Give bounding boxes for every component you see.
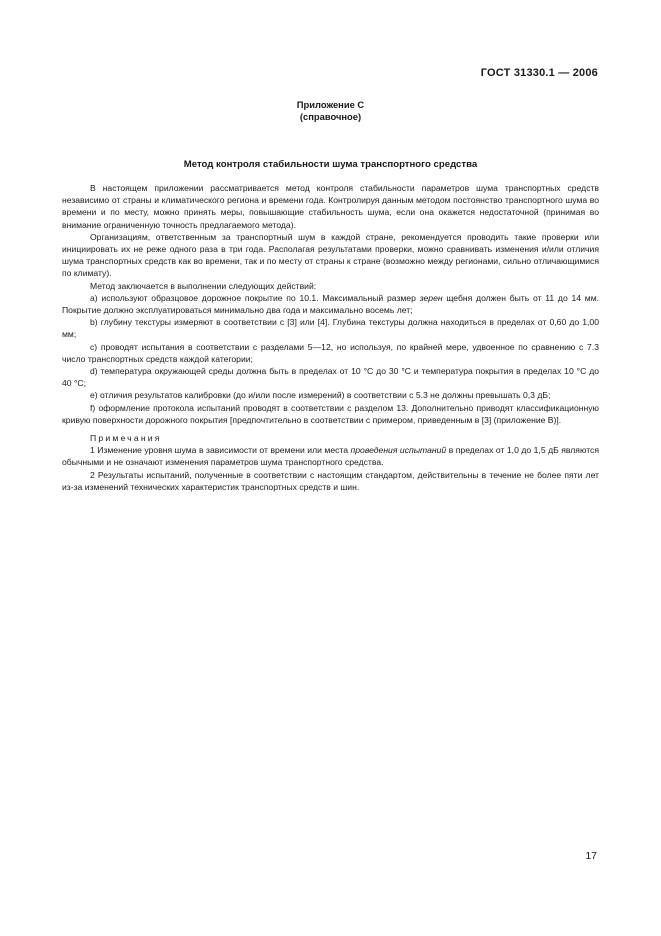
note-1: 1 Изменение уровня шума в зависимости от времени или места проведения испытаний в пределах от 1,0 до 1,5 дБ являются обычными и не означают изменения параметров шума транспортного средства.: [62, 445, 599, 468]
body-text: [62, 182, 599, 493]
section-title: Метод контроля стабильности шума транспортного средства: [183, 159, 478, 170]
annex-name: Приложение С: [296, 99, 365, 110]
list-item-d: d) температура окружающей среды должна быть в пределах от 10 °С до 30 °С и температура покрытия в пределах 10 °С до 40 °С;: [62, 366, 599, 389]
paragraph-intro: В настоящем приложении рассматривается метод контроля стабильности параметров шума транспортных средств независимо от страны и климатического региона и времени года. Контролируя данным методом постоянство транспортного шума во времени и по месту, можно принять меры, повышающие стабильность шума, если она окажется недостаточной (принимая во внимание ограниченную точность предлагаемого метода).: [62, 183, 599, 230]
page-number: 17: [585, 850, 597, 862]
paragraph-organizations: Организациям, ответственным за транспортный шум в каждой стране, рекомендуется проводить такие проверки или инициировать их не реже одного раза в три года. Располагая результатами проверки, можно сравнивать изменения и/или отличия шума транспортных средств как во времени, так и по месту от страны к стране (возможно между регионами, сильно отличающимися по климату).: [62, 231, 599, 279]
annex-heading: [0, 99, 661, 123]
list-item-a: a) используют образцовое дорожное покрытие по 10.1. Максимальный размер зерен щебня должен быть от 11 до 14 мм. Покрытие должно эксплуатироваться минимально два года и максимально восемь лет;: [62, 292, 599, 316]
list-item-e: e) отличия результатов калибровки (до и/или после измерений) в соответствии с 5.3 не должны превышать 0,3 дБ;: [90, 390, 551, 401]
list-item-c: c) проводят испытания в соответствии с разделами 5—12, но используя, по крайней мере, удвоенное по сравнению с 7.3 число транспортных средств каждой категории;: [62, 341, 599, 364]
annex-status: (справочное): [299, 111, 362, 122]
standard-header: ГОСТ 31330.1 — 2006: [480, 67, 598, 79]
list-item-f: f) оформление протокола испытаний проводят в соответствии с разделом 13. Дополнительно приводят классификационную кривую поверхности дорожного покрытия [предпочтительно в соответствии с примером, приведенным в [3] (приложение В)].: [62, 402, 599, 425]
note-2: 2 Результаты испытаний, полученные в соответствии с настоящим стандартом, действительны в течение не более пяти лет из-за изменений технических характеристик транспортных средств и шин.: [62, 469, 599, 492]
list-item-b: b) глубину текстуры измеряют в соответствии с [3] или [4]. Глубина текстуры должна находиться в пределах от 0,60 до 1,00 мм;: [62, 317, 599, 340]
paragraph-method: Метод заключается в выполнении следующих действий:: [90, 280, 317, 291]
notes-heading: Примечания: [90, 433, 162, 444]
